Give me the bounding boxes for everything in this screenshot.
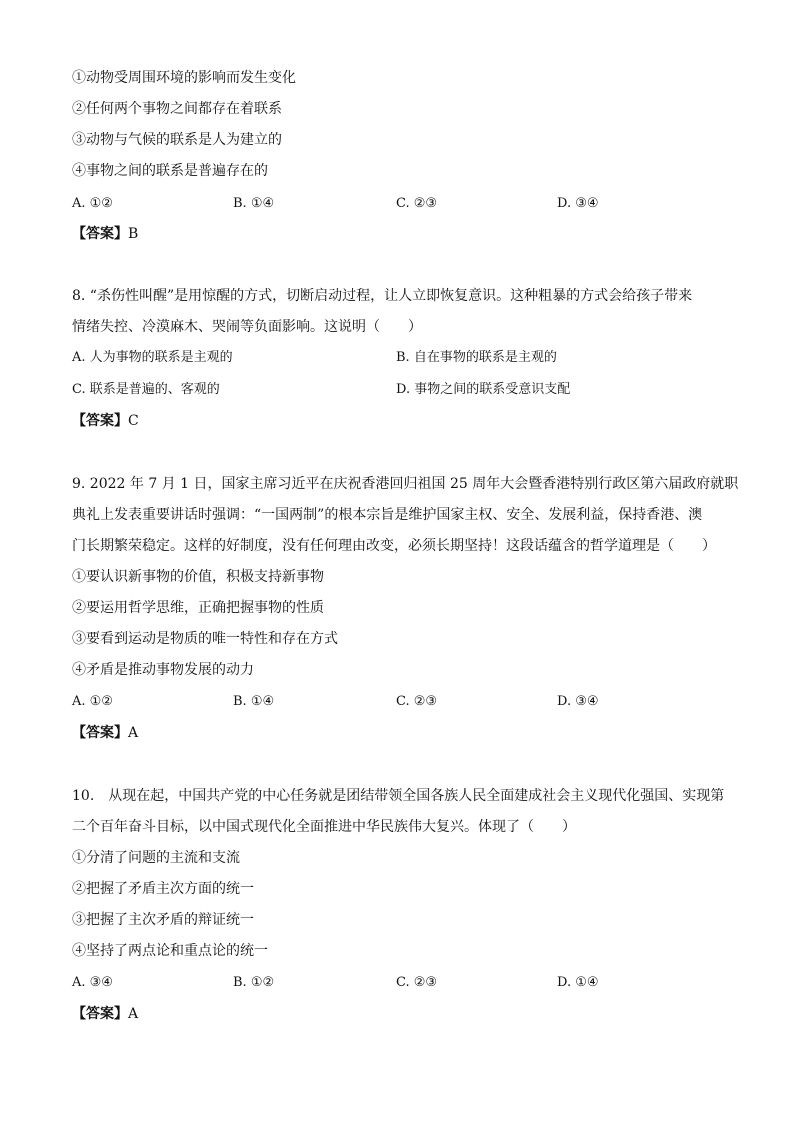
answer-label: 【答案】 <box>72 413 128 429</box>
q10-stem-line-1: 10. 从现在起，中国共产党的中心任务就是团结带领全国各族人民全面建成社会主义现代化强国、实现第 <box>72 788 725 804</box>
q7-option-d: D. ③④ <box>557 196 599 211</box>
q9-item-4: ④矛盾是推动事物发展的动力 <box>72 662 254 678</box>
q9-item-3: ③要看到运动是物质的唯一特性和存在方式 <box>72 631 338 647</box>
q9-option-c: C. ②③ <box>396 694 438 709</box>
q9-item-1: ①要认识新事物的价值，积极支持新事物 <box>72 569 324 585</box>
q7-item-1: ①动物受周围环境的影响而发生变化 <box>72 70 296 86</box>
q8-option-c: C. 联系是普遍的、客观的 <box>72 382 220 397</box>
q10-option-a: A. ③④ <box>72 975 113 990</box>
q10-option-b: B. ①② <box>233 975 275 990</box>
answer-label: 【答案】 <box>72 226 128 242</box>
q9-option-d: D. ③④ <box>557 694 599 709</box>
answer-value: B <box>128 226 139 242</box>
q8-option-a: A. 人为事物的联系是主观的 <box>72 350 233 365</box>
q9-option-b: B. ①④ <box>233 694 275 709</box>
q7-item-2: ②任何两个事物之间都存在着联系 <box>72 101 282 117</box>
q8-option-b: B. 自在事物的联系是主观的 <box>396 350 557 365</box>
q7-item-3: ③动物与气候的联系是人为建立的 <box>72 132 282 148</box>
answer-label: 【答案】 <box>72 725 128 741</box>
q9-stem-line-2: 典礼上发表重要讲话时强调：“一国两制”的根本宗旨是维护国家主权、安全、发展利益，保持香港、澳 <box>72 507 703 523</box>
answer-value: A <box>128 1006 139 1022</box>
answer-value: A <box>128 725 139 741</box>
q10-stem-line-2: 二个百年奋斗目标，以中国式现代化全面推进中华民族伟大复兴。体现了（ ） <box>72 819 576 835</box>
q9-answer <box>72 723 138 743</box>
q7-option-b: B. ①④ <box>233 196 275 211</box>
q7-item-4: ④事物之间的联系是普遍存在的 <box>72 163 268 179</box>
q9-stem-line-3: 门长期繁荣稳定。这样的好制度，没有任何理由改变，必须长期坚持！这段话蕴含的哲学道理是（ ） <box>72 538 716 554</box>
q10-item-2: ②把握了矛盾主次方面的统一 <box>72 881 254 897</box>
q7-answer <box>72 224 138 244</box>
answer-label: 【答案】 <box>72 1006 128 1022</box>
q10-item-1: ①分清了问题的主流和支流 <box>72 850 240 866</box>
q10-item-4: ④坚持了两点论和重点论的统一 <box>72 943 268 959</box>
q10-option-c: C. ②③ <box>396 975 438 990</box>
q9-item-2: ②要运用哲学思维，正确把握事物的性质 <box>72 600 324 616</box>
q8-option-d: D. 事物之间的联系受意识支配 <box>396 382 571 397</box>
q9-stem-line-1: 9. 2022 年 7 月 1 日，国家主席习近平在庆祝香港回归祖国 25 周年大会暨香港特别行政区第六届政府就职 <box>72 476 739 492</box>
q7-option-a: A. ①② <box>72 196 113 211</box>
answer-value: C <box>128 413 139 429</box>
q10-item-3: ③把握了主次矛盾的辩证统一 <box>72 912 254 928</box>
q8-stem-line-1: 8. “杀伤性叫醒”是用惊醒的方式，切断启动过程，让人立即恢复意识。这种粗暴的方式会给孩子带来 <box>72 288 693 304</box>
q8-answer <box>72 411 139 431</box>
q10-option-d: D. ①④ <box>557 975 599 990</box>
q9-option-a: A. ①② <box>72 694 113 709</box>
q10-answer <box>72 1004 138 1024</box>
q7-option-c: C. ②③ <box>396 196 438 211</box>
q8-stem-line-2: 情绪失控、冷漠麻木、哭闹等负面影响。这说明（ ） <box>72 319 422 335</box>
